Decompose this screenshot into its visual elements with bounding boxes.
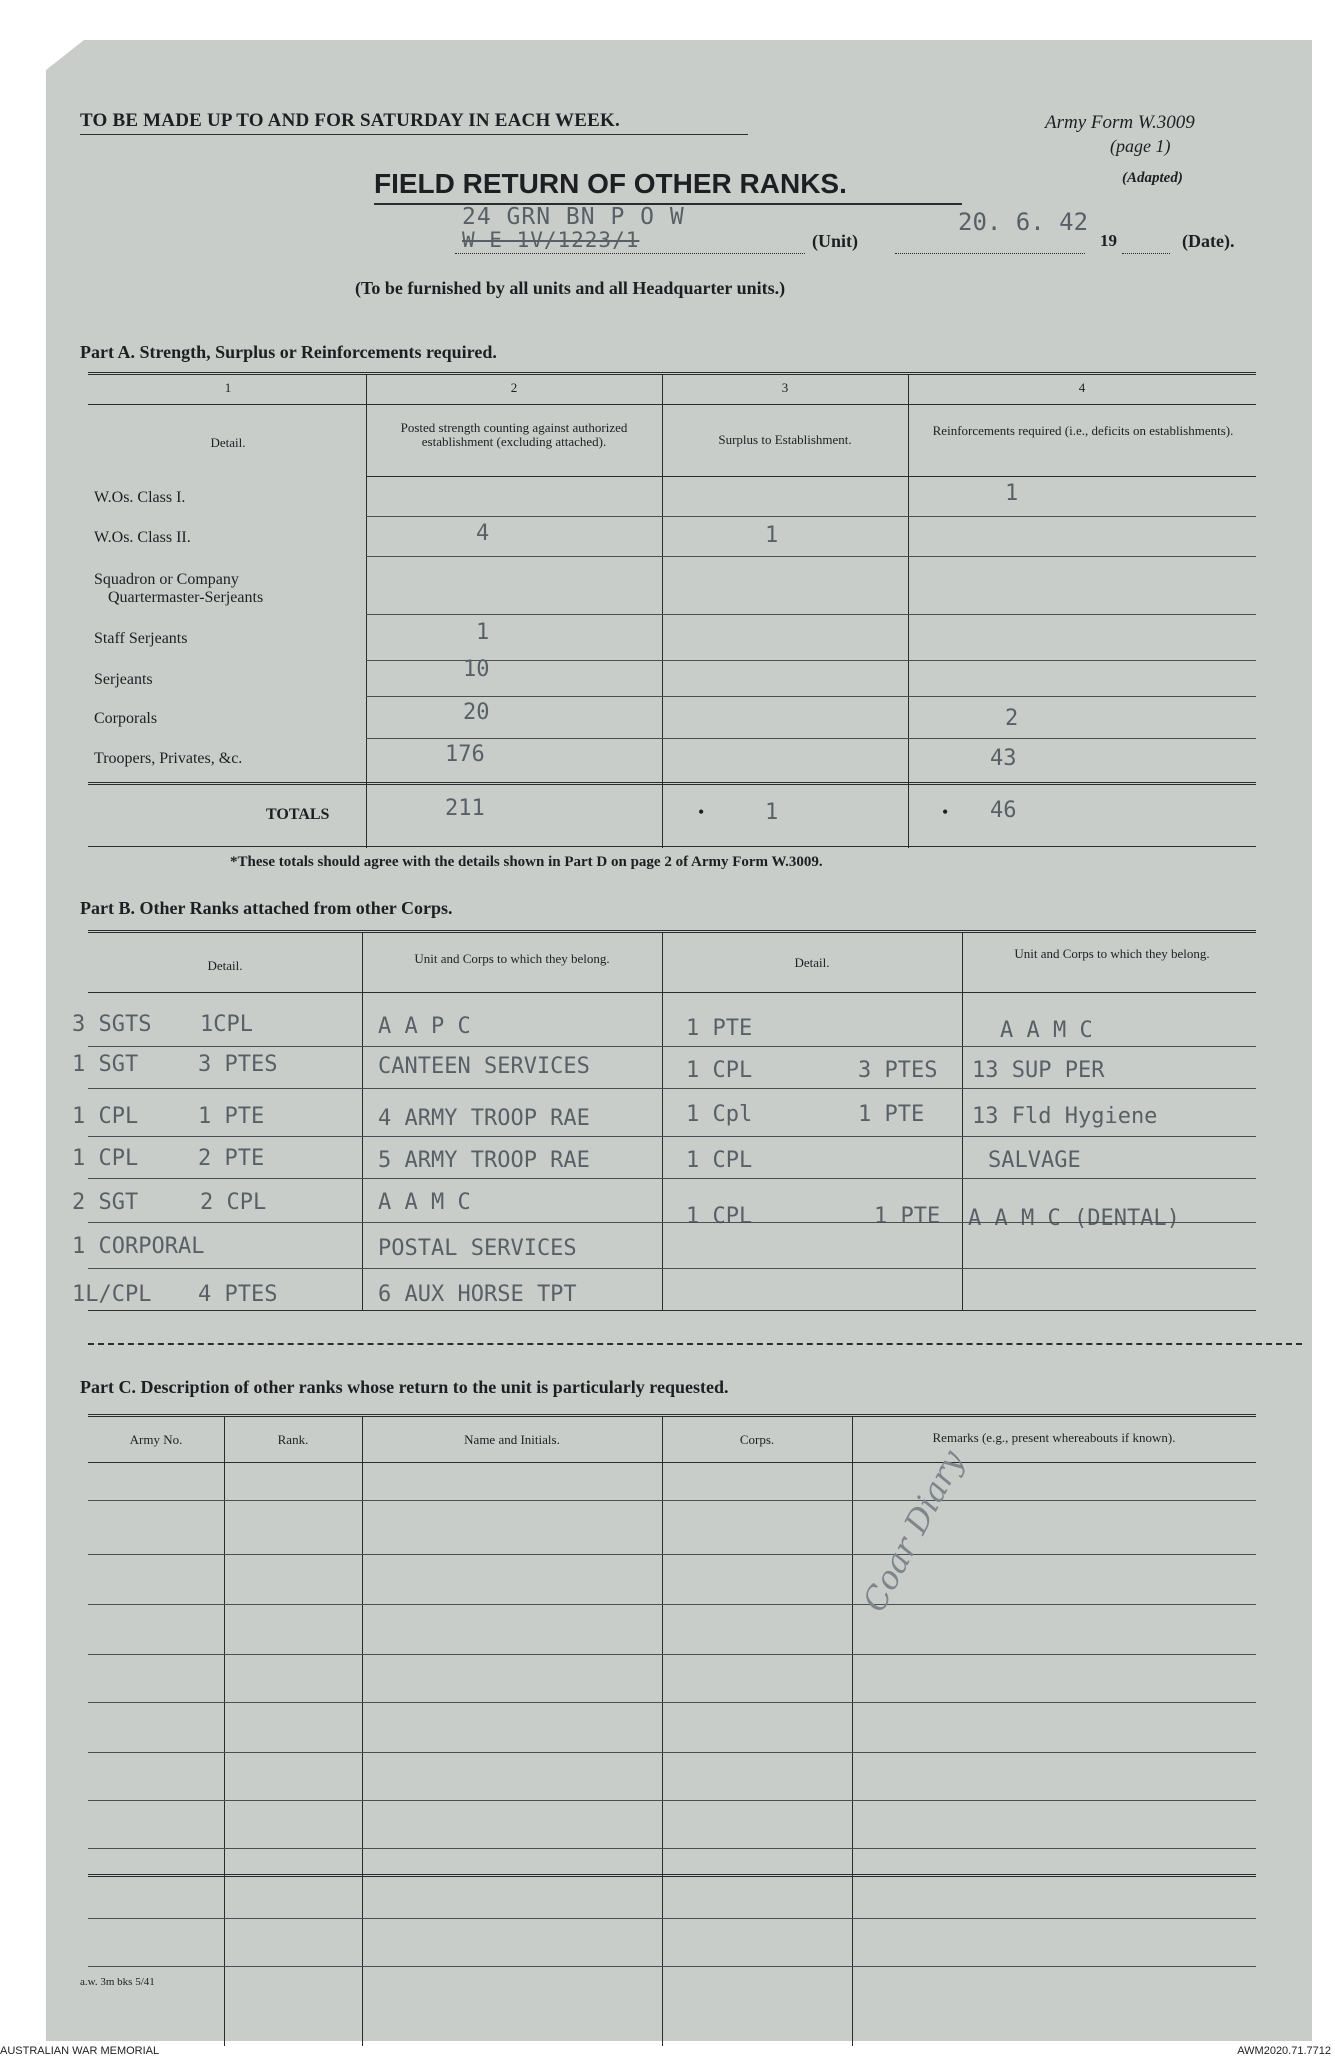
partb-left-rule — [88, 1222, 662, 1223]
row-label-cqms-2: Quartermaster-Serjeants — [108, 589, 264, 606]
row-label-wo2: W.Os. Class II. — [94, 529, 191, 546]
part-c-row-rule — [88, 1800, 1256, 1801]
partb-left-unit: 5 ARMY TROOP RAE — [378, 1148, 590, 1173]
partb-right-unit: A A M C (DENTAL) — [968, 1206, 1180, 1231]
partb-left-unit: CANTEEN SERVICES — [378, 1054, 590, 1079]
partb-left-detail-b: 1CPL — [200, 1012, 253, 1037]
posted-cpl: 20 — [463, 700, 490, 725]
part-a-colnum-1: 1 — [224, 380, 232, 395]
partb-left-detail-b: 2 PTE — [198, 1146, 265, 1171]
footer-accession: AWM2020.71.7712 — [1237, 2045, 1331, 2057]
partb-right-rule — [662, 1178, 1256, 1179]
posted-privates: 176 — [445, 742, 485, 767]
partb-right-unit: 13 SUP PER — [972, 1058, 1105, 1083]
part-b-vline-2 — [662, 932, 663, 1310]
partb-left-detail-a: 1 SGT — [72, 1052, 139, 1077]
part-b-header-unit-right: Unit and Corps to which they belong. — [1014, 946, 1210, 961]
partb-left-rule — [88, 1268, 662, 1269]
part-a-header-reinforcements: Reinforcements required (i.e., deficits on establishments). — [932, 423, 1234, 438]
part-c-header-rank: Rank. — [277, 1432, 309, 1447]
part-c-vline-2 — [362, 1416, 363, 2046]
date-dotted-line — [895, 253, 1085, 254]
partb-right-unit: A A M C — [1000, 1018, 1093, 1043]
partb-left-rule — [88, 1046, 662, 1047]
form-number: Army Form W.3009 — [1045, 112, 1195, 133]
partb-right-rule — [662, 1046, 1256, 1047]
part-c-row-rule — [88, 1966, 1256, 1967]
date-value: 20. 6. 42 — [958, 208, 1089, 236]
part-b-header-unit-left: Unit and Corps to which they belong. — [414, 951, 610, 966]
partb-left-unit: 4 ARMY TROOP RAE — [378, 1106, 590, 1131]
partb-right-unit: SALVAGE — [988, 1148, 1081, 1173]
part-c-vline-3 — [662, 1416, 663, 2046]
part-a-vline-1 — [366, 374, 367, 848]
posted-staff-sgt: 1 — [476, 620, 490, 645]
page-title: FIELD RETURN OF OTHER RANKS. — [374, 168, 847, 199]
part-c-row-rule — [88, 1554, 1256, 1555]
part-c-top-rule — [88, 1414, 1256, 1417]
partb-left-detail-b: 1 PTE — [198, 1104, 265, 1129]
handwritten-note: Coar Diary — [855, 1444, 972, 1618]
part-b-title: Part B. Other Ranks attached from other Corps. — [80, 898, 453, 918]
part-c-row-rule — [88, 1654, 1256, 1655]
partb-right-detail-a: 1 Cpl — [686, 1102, 753, 1127]
totals-surplus: 1 — [765, 800, 779, 825]
part-a-vline-3 — [908, 374, 909, 848]
part-a-header-posted: Posted strength counting against authorized establishment (excluding attached). — [400, 420, 628, 449]
part-a-top-rule — [88, 372, 1256, 375]
partb-left-detail-b: 2 CPL — [200, 1190, 267, 1215]
totals-posted: 211 — [445, 796, 485, 821]
page-note: (page 1) — [1110, 136, 1171, 156]
year-prefix: 19 — [1100, 231, 1117, 250]
part-c-row-rule — [88, 1604, 1256, 1605]
partb-left-detail-b: 4 PTES — [198, 1282, 278, 1307]
partb-right-detail-b: 1 PTE — [858, 1102, 925, 1127]
row-label-staff-sgt: Staff Serjeants — [94, 630, 188, 647]
part-a-colnum-2: 2 — [510, 380, 518, 395]
partb-left-unit: A A M C — [378, 1190, 471, 1215]
part-c-row-rule — [88, 1702, 1256, 1703]
unit-establishment: W E 1V/1223/1 — [462, 228, 640, 252]
partb-left-detail-a: 1 CORPORAL — [72, 1234, 205, 1259]
partb-right-rule — [662, 1222, 1256, 1223]
part-c-header-name: Name and Initials. — [464, 1432, 560, 1447]
part-a-vline-2 — [662, 374, 663, 848]
row-rule-2 — [366, 556, 1256, 557]
row-rule-6 — [366, 738, 1256, 739]
instruction-text: TO BE MADE UP TO AND FOR SATURDAY IN EACH WEEK. — [80, 110, 620, 131]
part-a-header-detail: Detail. — [210, 435, 246, 450]
unit-dotted-line — [455, 253, 805, 254]
partb-right-unit: 13 Fld Hygiene — [972, 1104, 1158, 1129]
part-b-bottom-rule — [88, 1310, 1256, 1311]
part-c-header-corps: Corps. — [739, 1432, 775, 1447]
part-b-vline-3 — [962, 932, 963, 1310]
row-rule-3 — [366, 614, 1256, 615]
unit-name: 24 GRN BN P O W — [462, 204, 685, 230]
partb-left-rule — [88, 1178, 662, 1179]
part-c-vline-4 — [852, 1416, 853, 2046]
print-code: a.w. 3m bks 5/41 — [80, 1976, 155, 1988]
row-rule-5 — [366, 696, 1256, 697]
part-c-header-remarks: Remarks (e.g., present whereabouts if known). — [932, 1430, 1176, 1445]
totals-label: TOTALS — [266, 806, 330, 823]
part-c-header-army-no: Army No. — [129, 1432, 183, 1447]
part-c-header-rule — [88, 1462, 1256, 1463]
part-c-row-rule — [88, 1848, 1256, 1849]
part-c-title: Part C. Description of other ranks whose return to the unit is particularly requested. — [80, 1377, 729, 1397]
partb-left-unit: 6 AUX HORSE TPT — [378, 1282, 577, 1307]
partb-right-detail-a: 1 CPL — [686, 1058, 753, 1083]
part-a-title: Part A. Strength, Surplus or Reinforcements required. — [80, 342, 497, 362]
row-label-wo1: W.Os. Class I. — [94, 489, 186, 506]
row-label-cpl: Corporals — [94, 710, 158, 727]
subtitle: (To be furnished by all units and all Headquarter units.) — [355, 278, 786, 298]
date-label: (Date). — [1182, 231, 1235, 251]
partb-right-detail-a: 1 CPL — [686, 1148, 753, 1173]
surplus-wo2: 1 — [765, 523, 779, 548]
posted-sgt: 10 — [463, 657, 490, 682]
instruction-underline — [80, 134, 748, 135]
partb-left-detail-a: 2 SGT — [72, 1190, 139, 1215]
totals-top-rule — [88, 782, 1256, 785]
row-label-sgt: Serjeants — [94, 671, 153, 688]
row-rule-4 — [366, 660, 1256, 661]
reinf-wo1: 1 — [1005, 481, 1019, 506]
totals-reinf: 46 — [990, 798, 1017, 823]
partb-right-rule — [662, 1088, 1256, 1089]
part-a-colnum-3: 3 — [781, 380, 789, 395]
partb-left-detail-a: 3 SGTS — [72, 1012, 152, 1037]
part-b-header-detail-left: Detail. — [207, 958, 243, 973]
part-a-footnote: *These totals should agree with the details shown in Part D on page 2 of Army Form W.3009. — [230, 854, 823, 870]
totals-reinf-marker: • — [942, 802, 949, 822]
partb-right-rule — [662, 1136, 1256, 1137]
part-b-header-detail-right: Detail. — [794, 955, 830, 970]
year-dotted-line — [1122, 253, 1170, 254]
part-c-row-rule — [88, 1918, 1256, 1919]
part-a-header-rule — [366, 476, 1256, 477]
partb-right-rule — [662, 1268, 1256, 1269]
partb-right-detail-a: 1 CPL — [686, 1204, 753, 1229]
part-a-num-rule — [88, 404, 1256, 405]
footer-institution: AUSTRALIAN WAR MEMORIAL — [0, 2045, 160, 2057]
part-a-colnum-4: 4 — [1078, 380, 1086, 395]
row-rule-1 — [366, 516, 1256, 517]
part-c-double-rule — [88, 1874, 1256, 1877]
partb-left-detail-a: 1 CPL — [72, 1104, 139, 1129]
partb-right-detail-a: 1 PTE — [686, 1016, 753, 1041]
part-c-vline-1 — [224, 1416, 225, 2046]
partb-right-detail-b: 1 PTE — [874, 1204, 941, 1229]
cut-line — [88, 1343, 1302, 1345]
part-b-top-rule — [88, 930, 1256, 933]
part-a-header-surplus: Surplus to Establishment. — [718, 432, 852, 447]
reinf-cpl: 2 — [1005, 706, 1019, 731]
unit-label: (Unit) — [812, 231, 858, 251]
part-b-vline-1 — [362, 932, 363, 1310]
adapted-note: (Adapted) — [1122, 170, 1183, 186]
partb-left-detail-a: 1L/CPL — [72, 1282, 152, 1307]
partb-left-rule — [88, 1088, 662, 1089]
partb-left-unit: POSTAL SERVICES — [378, 1236, 577, 1261]
document-sheet — [46, 40, 1312, 2041]
posted-wo2: 4 — [476, 521, 490, 546]
partb-left-detail-b: 3 PTES — [198, 1052, 278, 1077]
part-c-row-rule — [88, 1752, 1256, 1753]
row-label-privates: Troopers, Privates, &c. — [94, 750, 243, 767]
totals-surplus-marker: • — [698, 802, 705, 822]
partb-left-detail-a: 1 CPL — [72, 1146, 139, 1171]
row-label-cqms: Squadron or Company — [94, 571, 239, 588]
part-a-bottom-rule — [88, 846, 1256, 847]
partb-left-rule — [88, 1136, 662, 1137]
part-c-row-rule — [88, 1500, 1256, 1501]
partb-left-unit: A A P C — [378, 1014, 471, 1039]
part-b-header-rule — [88, 992, 1256, 993]
partb-right-detail-b: 3 PTES — [858, 1058, 938, 1083]
reinf-privates: 43 — [990, 746, 1017, 771]
